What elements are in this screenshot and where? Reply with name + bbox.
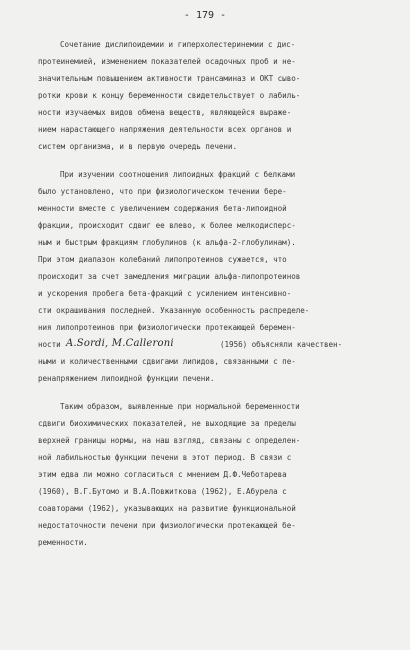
text-line: (1960), В.Г.Бутомо и В.А.Повжиткова (1962), Е.Абурела с: [38, 487, 287, 496]
page-number: - 179 -: [183, 10, 227, 21]
text-line: ными и количественными сдвигами липидов, связанными с пе-: [38, 357, 296, 366]
text-line: протеинемией, изменением показателей осадочных проб и не-: [38, 57, 296, 66]
text-line: сти окрашивания последней. Указанную особенность распределе-: [38, 306, 310, 315]
text-line: (1956) объясняли качествен-: [220, 340, 343, 349]
text-line: значительным повышением активности трансаминаз и ОКТ сыво-: [38, 74, 301, 83]
text-line: При изучении соотношения липоидных фракций с белками: [60, 170, 296, 179]
text-line: сдвиги биохимических показателей, не выходящие за пределы: [38, 419, 296, 428]
text-line: систем организма, и в первую очередь печени.: [38, 142, 237, 151]
text-line: ной лабильностью функции печени в этот период. В связи с: [38, 453, 292, 462]
text-line: верхней границы нормы, на наш взгляд, связаны с определен-: [38, 436, 301, 445]
text-line: ременности.: [38, 538, 88, 547]
text-line: нием нарастающего напряжения деятельности всех органов и: [38, 125, 292, 134]
text-line: ности изучаемых видов обмена веществ, являющейся выраже-: [38, 108, 292, 117]
text-line: недостаточности печени при физиологически протекающей бе-: [38, 521, 296, 530]
text-line: ния липопротеинов при физиологически протекающей беремен-: [38, 323, 296, 332]
text-line: менности вместе с увеличением содержания бета-липоидной: [38, 204, 287, 213]
text-line: происходит за счет замедления миграции альфа-липопротеинов: [38, 272, 301, 281]
text-line: и ускорения пробега бета-фракций с усилением интенсивно-: [38, 289, 292, 298]
text-line: фракции, происходит сдвиг ее влево, к более мелкодисперс-: [38, 221, 296, 230]
handwritten-insertion: A.Sordi, M.Calleroni: [66, 338, 174, 349]
text-line: соавторами (1962), указывающих на развитие функциональной: [38, 504, 296, 513]
text-line: ности: [38, 340, 61, 349]
text-line: Таким образом, выявленные при нормальной беременности: [60, 402, 300, 411]
text-line: При этом диапазон колебаний липопротеинов сужается, что: [38, 255, 287, 264]
text-line: было установлено, что при физиологическом течении бере-: [38, 187, 287, 196]
text-line: ренапряжением липоидной функции печени.: [38, 374, 215, 383]
text-line: Сочетание дислипоидемии и гиперхолестеринемии с дис-: [60, 40, 296, 49]
text-line: ротки крови к концу беременности свидетельствует о лабиль-: [38, 91, 301, 100]
text-line: этим едва ли можно согласиться с мнением Д.Ф.Чеботарева: [38, 470, 287, 479]
text-line: ным и быстрым фракциям глобулинов (к альфа-2-глобулинам).: [38, 238, 296, 247]
